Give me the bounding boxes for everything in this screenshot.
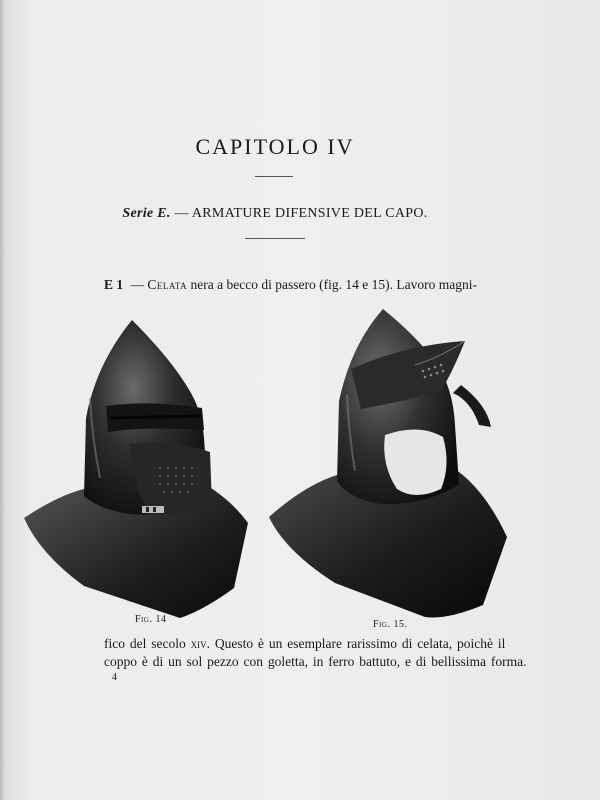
entry-text: nera a becco di passero (fig. 14 e 15). Lavoro magni- [190,277,477,292]
series-text: ARMATURE DIFENSIVE DEL CAPO. [191,206,428,221]
figure-14-caption: Fig. 14 [135,614,167,625]
page-edge-shadow [0,0,6,800]
figure-15-caption: Fig. 15. [373,619,408,630]
body-text-part: fico del secolo [104,636,186,651]
body-text-line: coppo è di un sol pezzo con goletta, in ferro battuto, e di bellissima forma. [104,654,527,669]
century-numeral: xiv [190,636,207,651]
page-number: 4 [112,672,117,683]
series-dash: — [174,206,189,221]
helmet-figure-15 [265,305,510,620]
entry-line [104,277,477,293]
entry-name: Celata [147,277,188,292]
series-prefix: Serie E. [122,206,171,221]
series-rule [245,238,305,239]
series-heading [0,206,550,222]
entry-dash: — [130,277,145,292]
body-text-line [104,636,505,652]
body-text-part: . Questo è un esemplare rarissimo di celata, poichè il [206,636,506,651]
helmet-figure-14 [20,318,252,618]
title-rule [255,176,293,177]
chapter-title: CAPITOLO IV [195,134,355,159]
entry-number: E 1 [104,277,124,292]
